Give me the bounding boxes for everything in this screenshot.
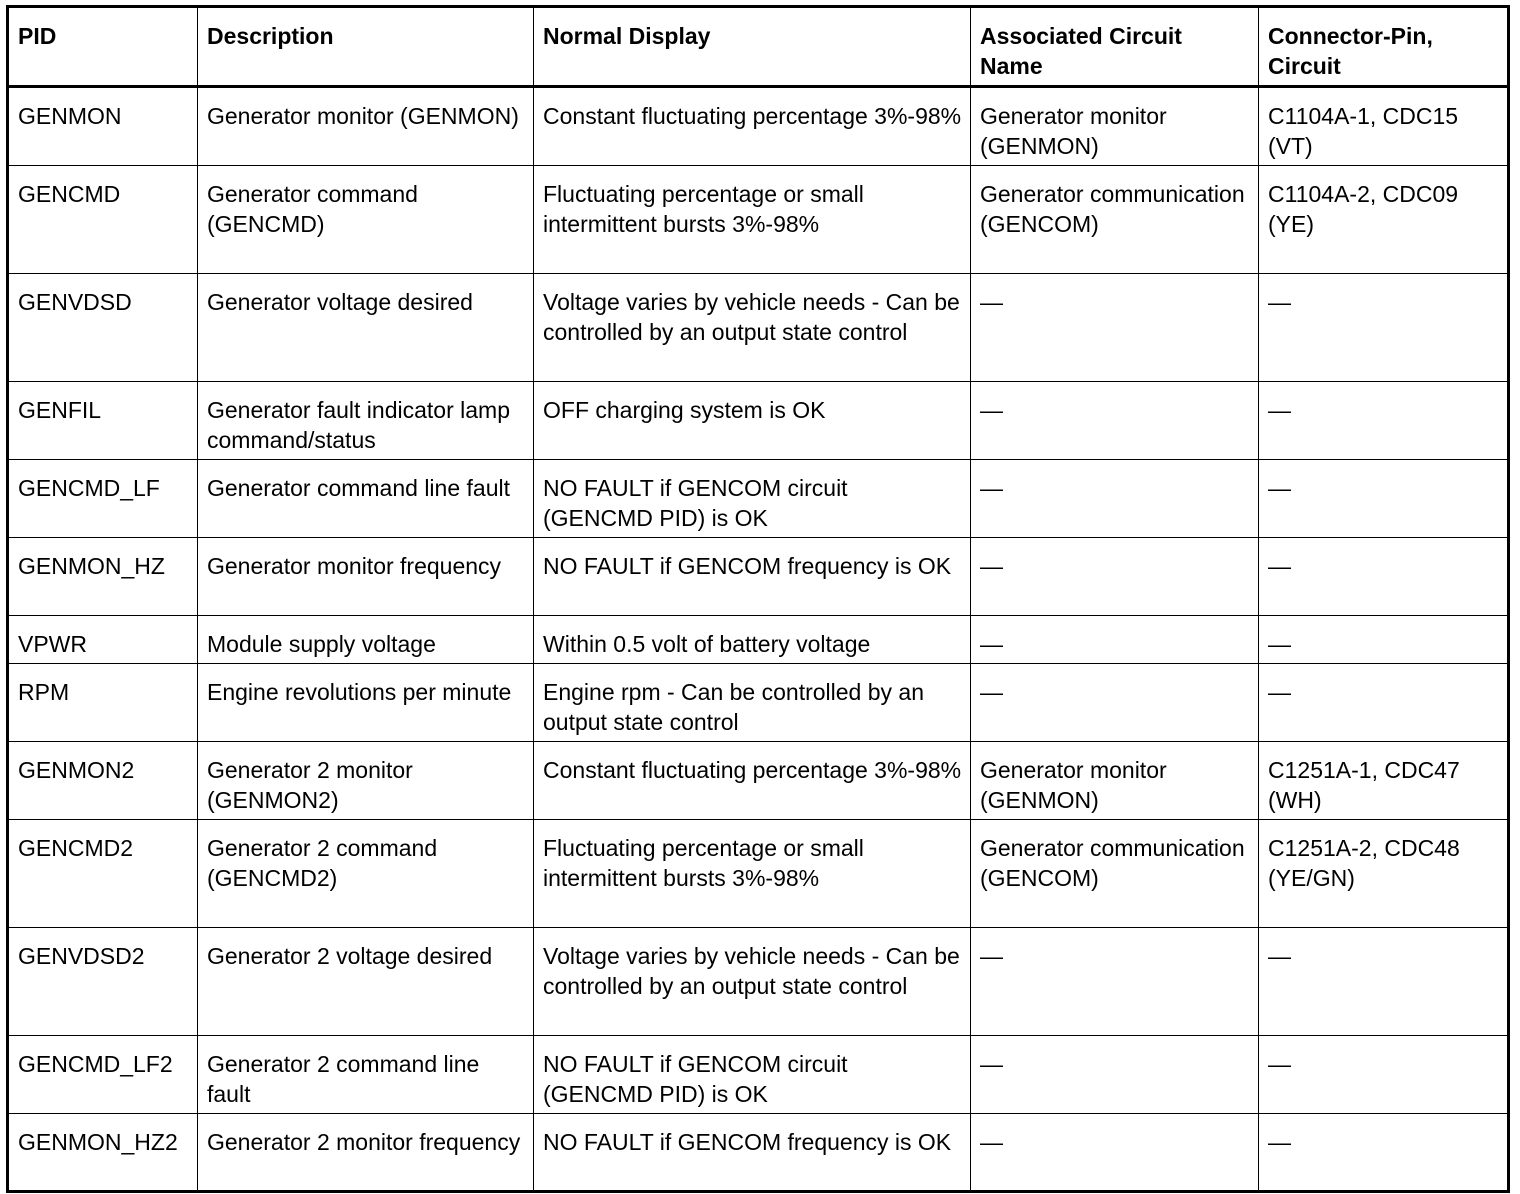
cell-description: Generator command (GENCMD) (198, 166, 534, 274)
cell-circuit-name: Generator monitor (GENMON) (971, 742, 1259, 820)
cell-description: Generator 2 monitor (GENMON2) (198, 742, 534, 820)
cell-normal-display: Constant fluctuating percentage 3%-98% (534, 87, 971, 166)
cell-connector-pin: — (1259, 664, 1509, 742)
table-row (8, 616, 1509, 664)
cell-circuit-name: — (971, 274, 1259, 382)
header-description: Description (198, 7, 534, 87)
cell-pid: GENFIL (8, 382, 198, 460)
cell-connector-pin: — (1259, 1036, 1509, 1114)
cell-connector-pin: — (1259, 928, 1509, 1036)
header-pid: PID (8, 7, 198, 87)
cell-connector-pin: — (1259, 382, 1509, 460)
cell-circuit-name: Generator communication (GENCOM) (971, 166, 1259, 274)
cell-circuit-name: — (971, 1114, 1259, 1192)
cell-normal-display: Within 0.5 volt of battery voltage (534, 616, 971, 664)
cell-normal-display: NO FAULT if GENCOM circuit (GENCMD PID) is OK (534, 1036, 971, 1114)
cell-normal-display: Constant fluctuating percentage 3%-98% (534, 742, 971, 820)
cell-normal-display: NO FAULT if GENCOM circuit (GENCMD PID) is OK (534, 460, 971, 538)
cell-circuit-name: — (971, 382, 1259, 460)
pid-table (6, 5, 1510, 1193)
cell-pid: GENMON2 (8, 742, 198, 820)
cell-description: Generator 2 command (GENCMD2) (198, 820, 534, 928)
cell-pid: GENCMD_LF (8, 460, 198, 538)
cell-circuit-name: — (971, 664, 1259, 742)
cell-connector-pin: C1251A-1, CDC47 (WH) (1259, 742, 1509, 820)
table-row (8, 664, 1509, 742)
cell-description: Generator 2 command line fault (198, 1036, 534, 1114)
cell-connector-pin: C1251A-2, CDC48 (YE/GN) (1259, 820, 1509, 928)
cell-pid: GENCMD_LF2 (8, 1036, 198, 1114)
cell-connector-pin: — (1259, 1114, 1509, 1192)
cell-pid: RPM (8, 664, 198, 742)
table-row (8, 166, 1509, 274)
table-row (8, 274, 1509, 382)
cell-pid: GENMON_HZ2 (8, 1114, 198, 1192)
cell-normal-display: Fluctuating percentage or small intermittent bursts 3%-98% (534, 166, 971, 274)
table-header (8, 7, 1509, 87)
cell-normal-display: NO FAULT if GENCOM frequency is OK (534, 538, 971, 616)
cell-circuit-name: Generator communication (GENCOM) (971, 820, 1259, 928)
cell-description: Module supply voltage (198, 616, 534, 664)
cell-connector-pin: C1104A-2, CDC09 (YE) (1259, 166, 1509, 274)
table-row (8, 1036, 1509, 1114)
cell-description: Generator monitor frequency (198, 538, 534, 616)
cell-connector-pin: — (1259, 460, 1509, 538)
cell-pid: GENMON_HZ (8, 538, 198, 616)
header-associated-circuit-name: Associated Circuit Name (971, 7, 1259, 87)
cell-normal-display: OFF charging system is OK (534, 382, 971, 460)
cell-description: Generator voltage desired (198, 274, 534, 382)
cell-pid: GENCMD2 (8, 820, 198, 928)
cell-pid: GENVDSD (8, 274, 198, 382)
cell-circuit-name: — (971, 1036, 1259, 1114)
table-body (8, 87, 1509, 1192)
table-row (8, 928, 1509, 1036)
cell-circuit-name: — (971, 460, 1259, 538)
cell-pid: GENVDSD2 (8, 928, 198, 1036)
table-row (8, 742, 1509, 820)
cell-connector-pin: — (1259, 616, 1509, 664)
header-connector-pin-circuit: Connector-Pin, Circuit (1259, 7, 1509, 87)
table-row (8, 382, 1509, 460)
table-row (8, 820, 1509, 928)
cell-connector-pin: — (1259, 538, 1509, 616)
cell-normal-display: Voltage varies by vehicle needs - Can be controlled by an output state control (534, 274, 971, 382)
cell-normal-display: NO FAULT if GENCOM frequency is OK (534, 1114, 971, 1192)
cell-description: Engine revolutions per minute (198, 664, 534, 742)
cell-description: Generator command line fault (198, 460, 534, 538)
cell-connector-pin: — (1259, 274, 1509, 382)
cell-connector-pin: C1104A-1, CDC15 (VT) (1259, 87, 1509, 166)
cell-pid: GENCMD (8, 166, 198, 274)
cell-description: Generator monitor (GENMON) (198, 87, 534, 166)
header-normal-display: Normal Display (534, 7, 971, 87)
cell-circuit-name: — (971, 616, 1259, 664)
table-row (8, 460, 1509, 538)
cell-pid: GENMON (8, 87, 198, 166)
cell-normal-display: Engine rpm - Can be controlled by an output state control (534, 664, 971, 742)
cell-circuit-name: — (971, 538, 1259, 616)
cell-description: Generator 2 monitor frequency (198, 1114, 534, 1192)
cell-circuit-name: Generator monitor (GENMON) (971, 87, 1259, 166)
table-row (8, 1114, 1509, 1192)
header-row (8, 7, 1509, 87)
cell-pid: VPWR (8, 616, 198, 664)
table-row (8, 87, 1509, 166)
cell-description: Generator 2 voltage desired (198, 928, 534, 1036)
cell-circuit-name: — (971, 928, 1259, 1036)
cell-description: Generator fault indicator lamp command/status (198, 382, 534, 460)
cell-normal-display: Voltage varies by vehicle needs - Can be controlled by an output state control (534, 928, 971, 1036)
table-row (8, 538, 1509, 616)
cell-normal-display: Fluctuating percentage or small intermittent bursts 3%-98% (534, 820, 971, 928)
